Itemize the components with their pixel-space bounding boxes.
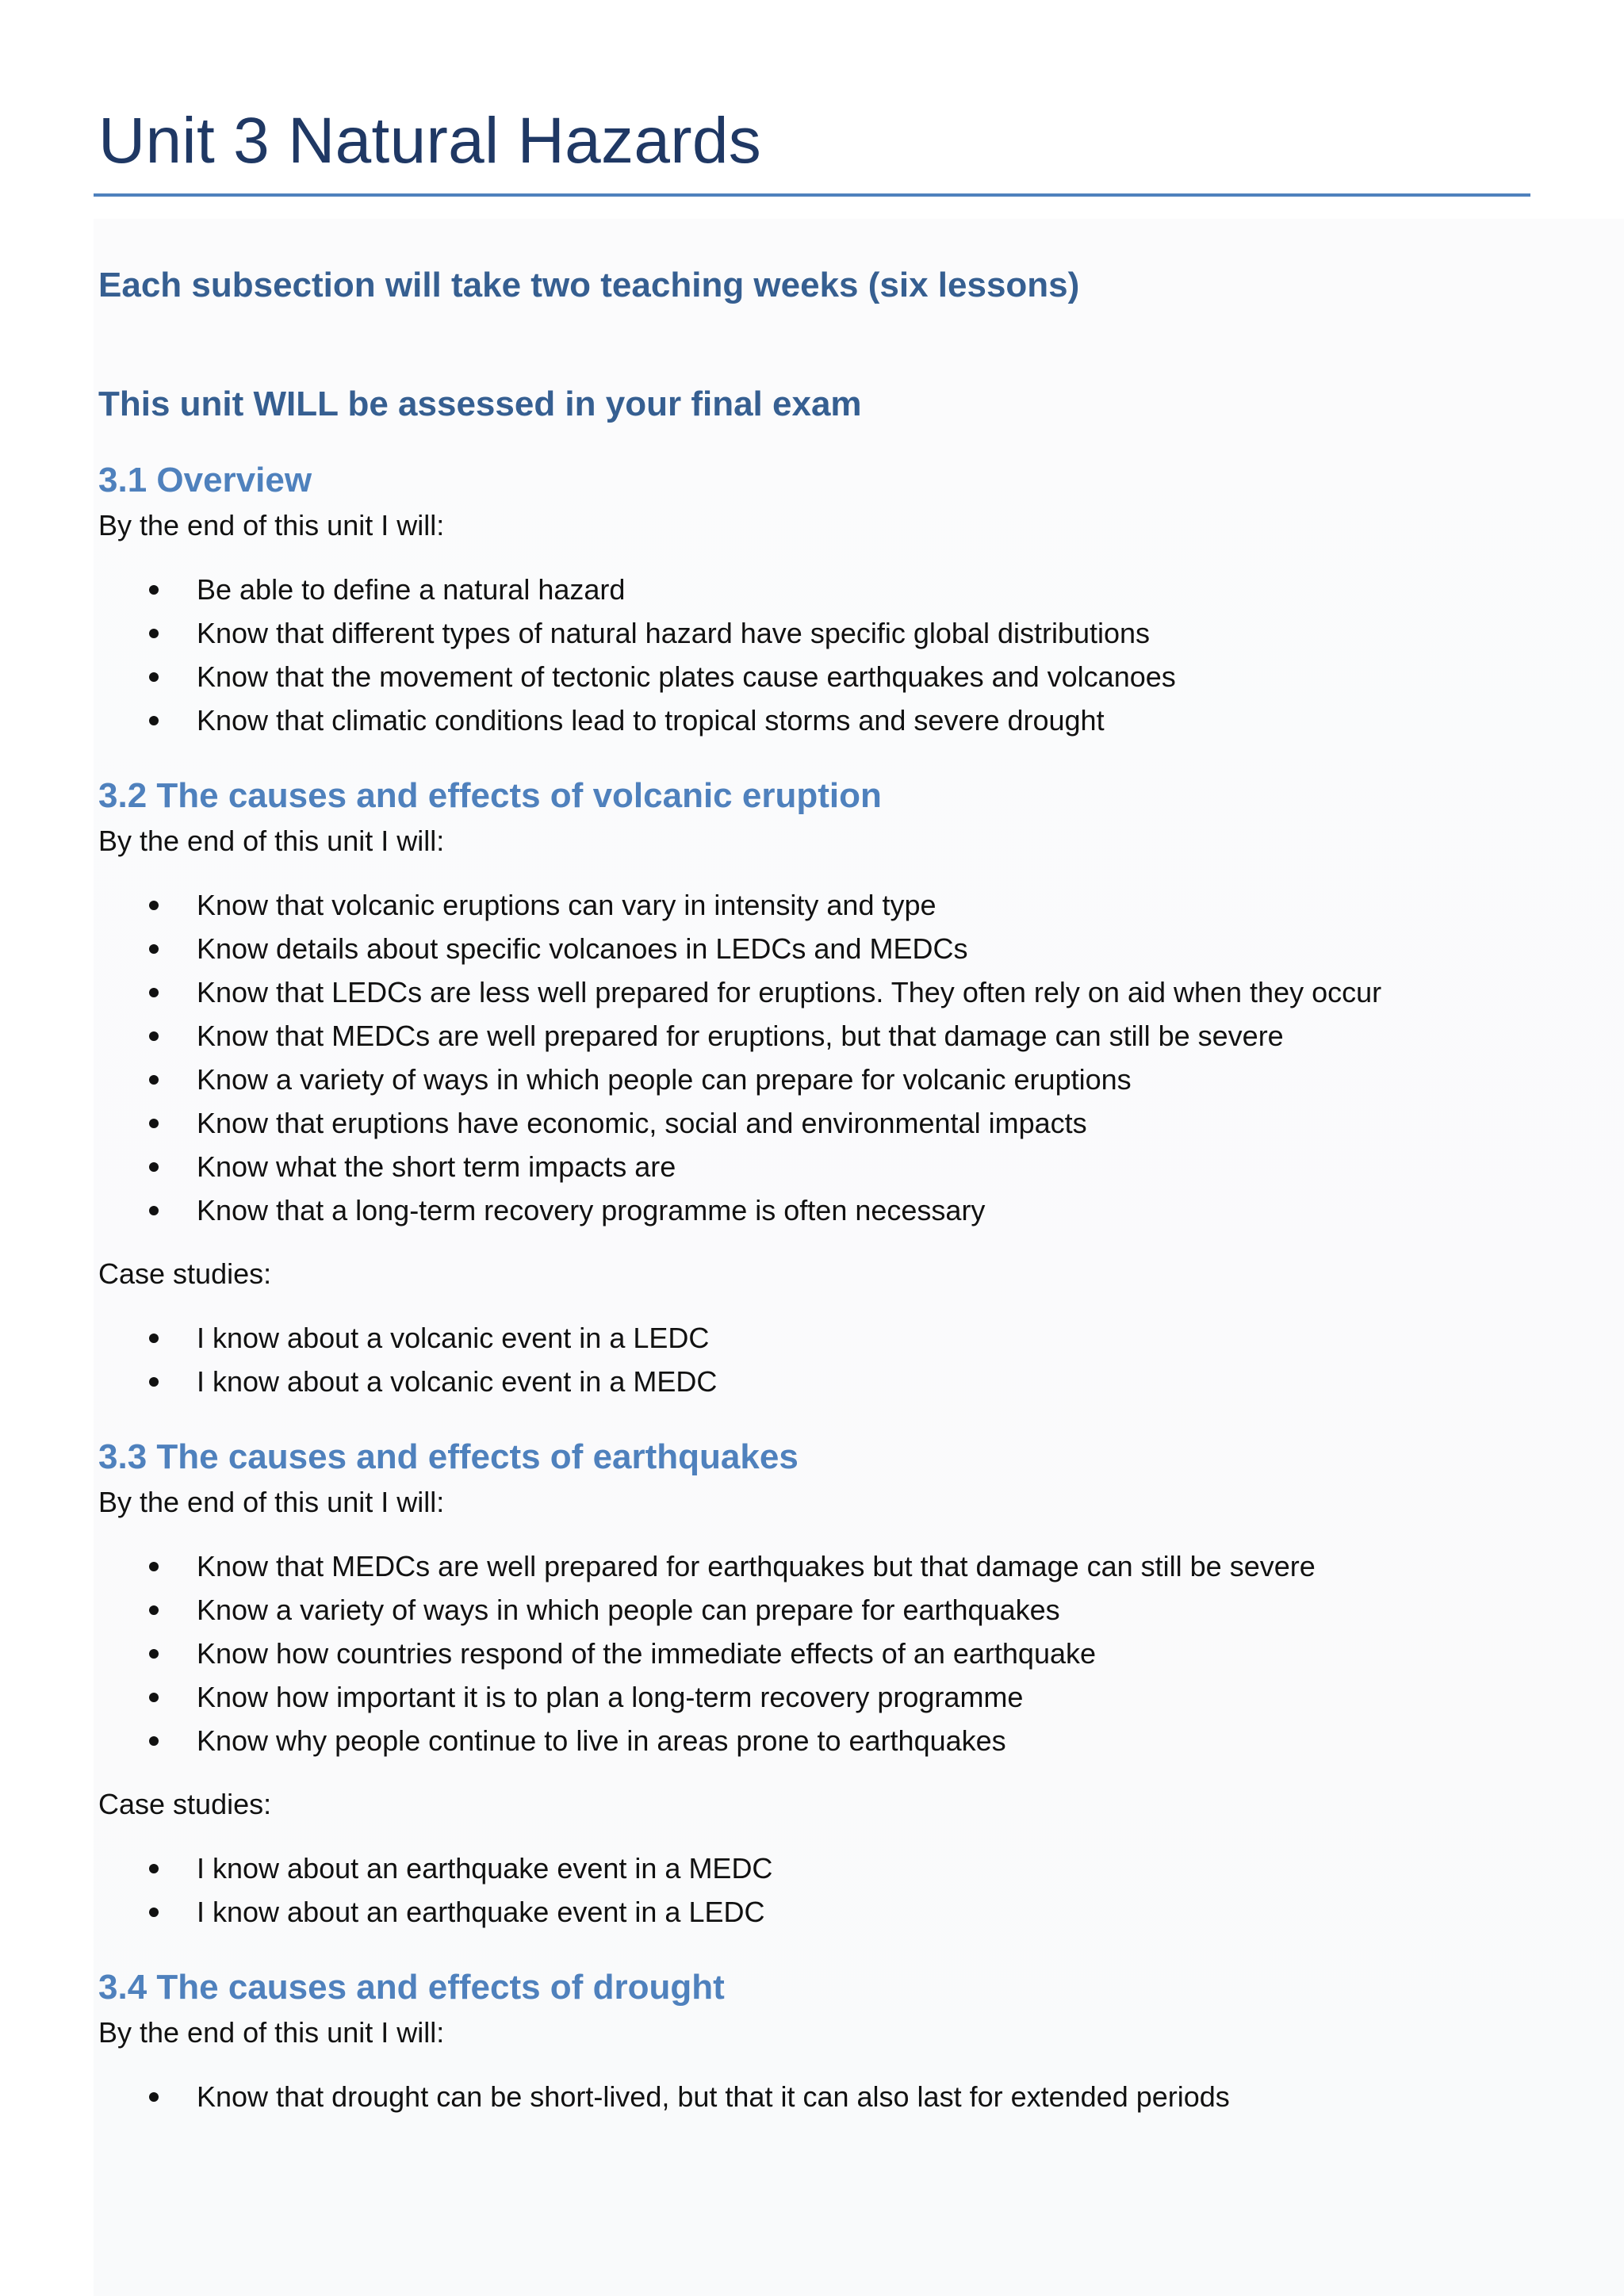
case-studies-label: Case studies: <box>98 1788 272 1820</box>
case-studies-label: Case studies: <box>98 1257 272 1290</box>
objectives-list <box>98 883 1526 1232</box>
list-item: Know details about specific volcanoes in LEDCs and MEDCs <box>98 927 1526 970</box>
section-heading: 3.4 The causes and effects of drought <box>98 1968 725 2007</box>
list-item: Know how countries respond of the immediate effects of an earthquake <box>98 1632 1526 1675</box>
objectives-list <box>98 2075 1526 2118</box>
list-item: Know that MEDCs are well prepared for earthquakes but that damage can still be severe <box>98 1544 1526 1588</box>
objectives-list <box>98 1544 1526 1762</box>
section-lead: By the end of this unit I will: <box>98 509 445 541</box>
list-item: Know a variety of ways in which people can prepare for volcanic eruptions <box>98 1058 1526 1101</box>
list-item: Know that different types of natural hazard have specific global distributions <box>98 611 1526 655</box>
case-studies-list <box>98 1316 1526 1403</box>
list-item: Know that the movement of tectonic plates cause earthquakes and volcanoes <box>98 655 1526 698</box>
list-item: I know about a volcanic event in a MEDC <box>98 1360 1526 1403</box>
list-item: Know why people continue to live in areas prone to earthquakes <box>98 1719 1526 1762</box>
section-3-4 <box>98 1965 1526 2118</box>
list-item: Know that climatic conditions lead to tropical storms and severe drought <box>98 698 1526 742</box>
objectives-list <box>98 568 1526 742</box>
list-item: Know how important it is to plan a long-term recovery programme <box>98 1675 1526 1719</box>
document-body <box>98 262 1526 2118</box>
list-item: I know about a volcanic event in a LEDC <box>98 1316 1526 1360</box>
list-item: Know that drought can be short-lived, but that it can also last for extended periods <box>98 2075 1526 2118</box>
teaching-weeks-note: Each subsection will take two teaching weeks (six lessons) <box>98 266 1080 304</box>
list-item: Know what the short term impacts are <box>98 1145 1526 1188</box>
section-lead: By the end of this unit I will: <box>98 1486 445 1518</box>
title-underline <box>94 193 1530 197</box>
list-item: Be able to define a natural hazard <box>98 568 1526 611</box>
section-3-3 <box>98 1435 1526 1934</box>
document-title: Unit 3 Natural Hazards <box>98 105 762 177</box>
section-lead: By the end of this unit I will: <box>98 825 445 857</box>
section-heading: 3.1 Overview <box>98 461 312 499</box>
assessment-note: This unit WILL be assessed in your final exam <box>98 385 862 423</box>
section-lead: By the end of this unit I will: <box>98 2016 445 2049</box>
list-item: Know that volcanic eruptions can vary in intensity and type <box>98 883 1526 927</box>
list-item: I know about an earthquake event in a MEDC <box>98 1846 1526 1890</box>
section-heading: 3.2 The causes and effects of volcanic eruption <box>98 776 882 815</box>
case-studies-list <box>98 1846 1526 1934</box>
section-3-2 <box>98 774 1526 1403</box>
list-item: Know that LEDCs are less well prepared for eruptions. They often rely on aid when they occur <box>98 970 1526 1014</box>
list-item: I know about an earthquake event in a LEDC <box>98 1890 1526 1934</box>
list-item: Know that a long-term recovery programme is often necessary <box>98 1188 1526 1232</box>
section-3-1 <box>98 458 1526 742</box>
list-item: Know that eruptions have economic, social and environmental impacts <box>98 1101 1526 1145</box>
section-heading: 3.3 The causes and effects of earthquakes <box>98 1437 799 1476</box>
list-item: Know a variety of ways in which people can prepare for earthquakes <box>98 1588 1526 1632</box>
list-item: Know that MEDCs are well prepared for eruptions, but that damage can still be severe <box>98 1014 1526 1058</box>
